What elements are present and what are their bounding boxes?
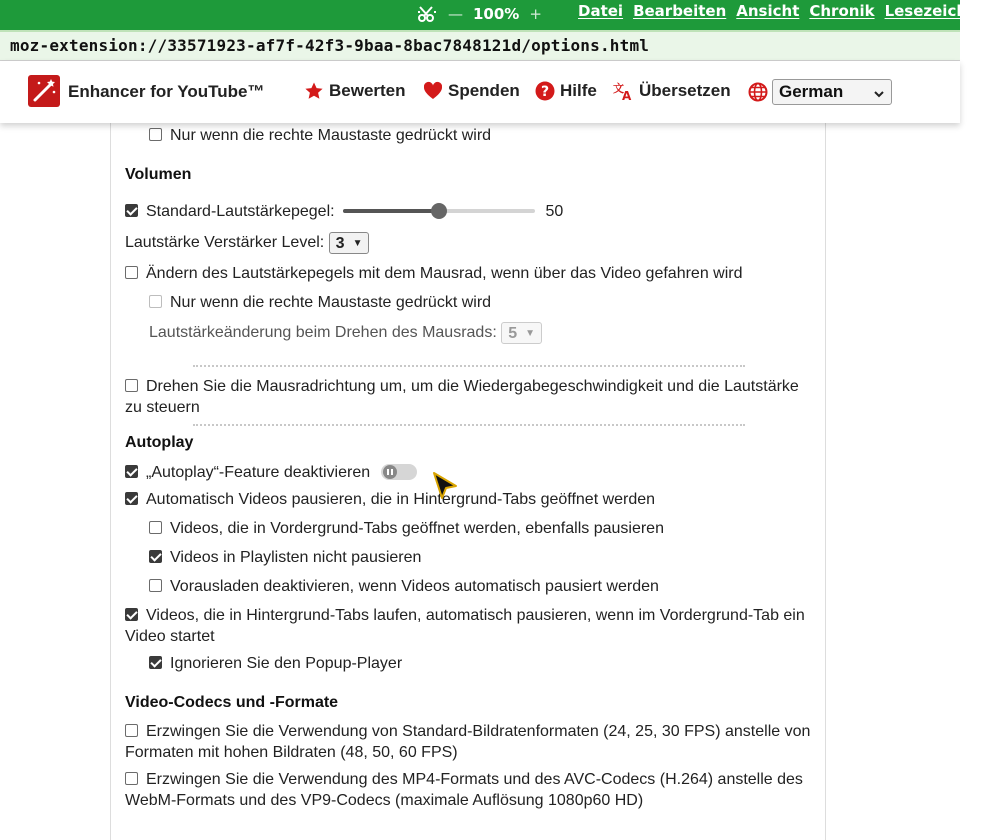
option-label: Erzwingen Sie die Verwendung von Standard-Bildratenformaten (24, 25, 30 FPS) anstelle von <box>146 723 811 740</box>
menu-edit[interactable]: Bearbeiten <box>633 2 727 20</box>
svg-text:A: A <box>622 89 632 103</box>
globe-icon <box>748 82 768 102</box>
chevron-down-icon <box>873 85 885 105</box>
select-value: 5 <box>508 325 518 342</box>
volume-slider[interactable] <box>343 203 535 219</box>
option-pause-running[interactable] <box>125 605 805 647</box>
option-label: Vorausladen deaktivieren, wenn Videos automatisch pausiert werden <box>170 578 659 595</box>
volume-value: 50 <box>545 203 564 220</box>
option-no-pause-playlist[interactable] <box>149 547 421 568</box>
option-label: Drehen Sie die Mausradrichtung um, um die Wiedergabegeschwindigkeit und die Lautstärke <box>146 378 799 395</box>
help-link[interactable] <box>535 81 597 101</box>
checkbox[interactable] <box>125 204 138 217</box>
option-label: Videos, die in Hintergrund-Tabs laufen, automatisch pausieren, wenn im Vordergrund-Tab ein <box>146 607 805 624</box>
screenshot-icon[interactable] <box>416 4 438 24</box>
zoom-out-button[interactable]: — <box>448 5 463 23</box>
heart-icon <box>423 81 443 101</box>
option-invert-wheel[interactable] <box>125 376 799 418</box>
translate-label: Übersetzen <box>639 81 731 100</box>
wheel-step-select[interactable] <box>501 322 542 344</box>
slider-fill <box>343 209 439 213</box>
url-text[interactable]: moz-extension://33571923-af7f-42f3-9baa-8bac7848121d/options.html <box>10 36 650 55</box>
mouse-cursor-icon <box>430 470 460 500</box>
select-value: 3 <box>335 235 345 252</box>
option-label: Videos, die in Vordergrund-Tabs geöffnet werden, ebenfalls pausieren <box>170 520 664 537</box>
section-heading-codecs: Video-Codecs und -Formate <box>125 694 339 711</box>
browser-menubar <box>0 0 988 30</box>
booster-select[interactable] <box>329 232 370 254</box>
autoplay-toggle[interactable] <box>381 464 417 480</box>
option-label: Lautstärke Verstärker Level: <box>125 234 325 252</box>
option-label: Standard-Lautstärkepegel: <box>146 203 335 220</box>
option-label: Ändern des Lautstärkepegels mit dem Mausrad, wenn über das Video gefahren wird <box>146 265 743 282</box>
option-label: Nur wenn die rechte Maustaste gedrückt wird <box>170 127 492 144</box>
option-label: Lautstärkeänderung beim Drehen des Mausrads: <box>149 324 497 342</box>
checkbox[interactable] <box>149 128 162 141</box>
option-label: Ignorieren Sie den Popup-Player <box>170 655 403 672</box>
checkbox[interactable] <box>149 521 162 534</box>
checkbox[interactable] <box>125 379 138 392</box>
option-pause-background[interactable] <box>125 489 655 510</box>
translate-link[interactable] <box>614 81 731 101</box>
options-panel <box>110 120 826 840</box>
star-icon <box>304 81 324 101</box>
donate-link[interactable] <box>423 81 520 101</box>
option-label: Videos in Playlisten nicht pausieren <box>170 549 422 566</box>
checkbox[interactable] <box>125 266 138 279</box>
svg-text:文: 文 <box>613 82 624 95</box>
menu-list <box>578 2 988 20</box>
option-label-cont: Formaten mit hohen Bildraten (48, 50, 60 FPS) <box>125 744 458 761</box>
option-label: Automatisch Videos pausieren, die in Hintergrund-Tabs geöffnet werden <box>146 491 656 508</box>
slider-thumb[interactable] <box>431 203 447 219</box>
option-force-standard-fps[interactable] <box>125 721 810 763</box>
checkbox[interactable] <box>149 295 162 308</box>
option-wheel-step <box>149 322 542 344</box>
checkbox[interactable] <box>125 772 138 785</box>
section-heading-volume: Volumen <box>125 166 192 183</box>
pause-icon <box>383 465 397 479</box>
option-volume-booster <box>125 232 369 254</box>
divider <box>193 424 745 426</box>
menu-bookmarks[interactable]: Lesezeichen <box>884 2 988 20</box>
menu-file[interactable]: Datei <box>578 2 624 20</box>
option-disable-preload[interactable] <box>149 576 659 597</box>
checkbox[interactable] <box>149 579 162 592</box>
language-select[interactable] <box>772 79 892 105</box>
option-label-cont: Video startet <box>125 628 215 645</box>
option-pause-foreground[interactable] <box>149 518 664 539</box>
option-default-volume <box>125 201 563 222</box>
url-bar[interactable] <box>0 30 960 61</box>
language-value: German <box>779 82 844 101</box>
option-disable-autoplay[interactable] <box>125 462 417 483</box>
menu-history[interactable]: Chronik <box>809 2 875 20</box>
help-label: Hilfe <box>560 81 597 100</box>
option-label-cont: zu steuern <box>125 399 200 416</box>
option-force-mp4[interactable] <box>125 769 803 811</box>
checkbox[interactable] <box>125 465 138 478</box>
option-label: Nur wenn die rechte Maustaste gedrückt wird <box>170 294 492 311</box>
rate-label: Bewerten <box>329 81 406 100</box>
translate-icon <box>614 81 634 101</box>
help-icon <box>535 81 555 101</box>
option-label: „Autoplay“-Feature deaktivieren <box>146 464 371 481</box>
svg-text:?: ? <box>540 84 550 100</box>
chevron-down-icon: ▼ <box>352 238 363 249</box>
option-top-right-button[interactable] <box>149 125 491 146</box>
brand-title: Enhancer for YouTube™ <box>68 82 265 101</box>
donate-label: Spenden <box>448 81 520 100</box>
option-ignore-popup[interactable] <box>149 653 402 674</box>
option-mousewheel-right-button[interactable] <box>149 292 491 313</box>
chevron-down-icon: ▼ <box>525 328 536 339</box>
divider <box>193 365 745 367</box>
zoom-controls <box>416 4 542 24</box>
checkbox[interactable] <box>125 724 138 737</box>
rate-link[interactable] <box>304 81 406 101</box>
checkbox[interactable] <box>149 656 162 669</box>
menu-view[interactable]: Ansicht <box>736 2 800 20</box>
option-mousewheel-volume[interactable] <box>125 263 743 284</box>
checkbox[interactable] <box>125 492 138 505</box>
option-label: Erzwingen Sie die Verwendung des MP4-Formats und des AVC-Codecs (H.264) anstelle des <box>146 771 803 788</box>
enhancer-logo-icon <box>28 75 60 107</box>
section-heading-autoplay: Autoplay <box>125 434 194 451</box>
extension-header <box>0 61 960 123</box>
zoom-in-button[interactable]: + <box>529 5 542 23</box>
zoom-level[interactable]: 100% <box>473 5 520 23</box>
checkbox[interactable] <box>149 550 162 563</box>
checkbox[interactable] <box>125 608 138 621</box>
option-label-cont: WebM-Formats und des VP9-Codecs (maximale Auflösung 1080p60 HD) <box>125 792 644 809</box>
